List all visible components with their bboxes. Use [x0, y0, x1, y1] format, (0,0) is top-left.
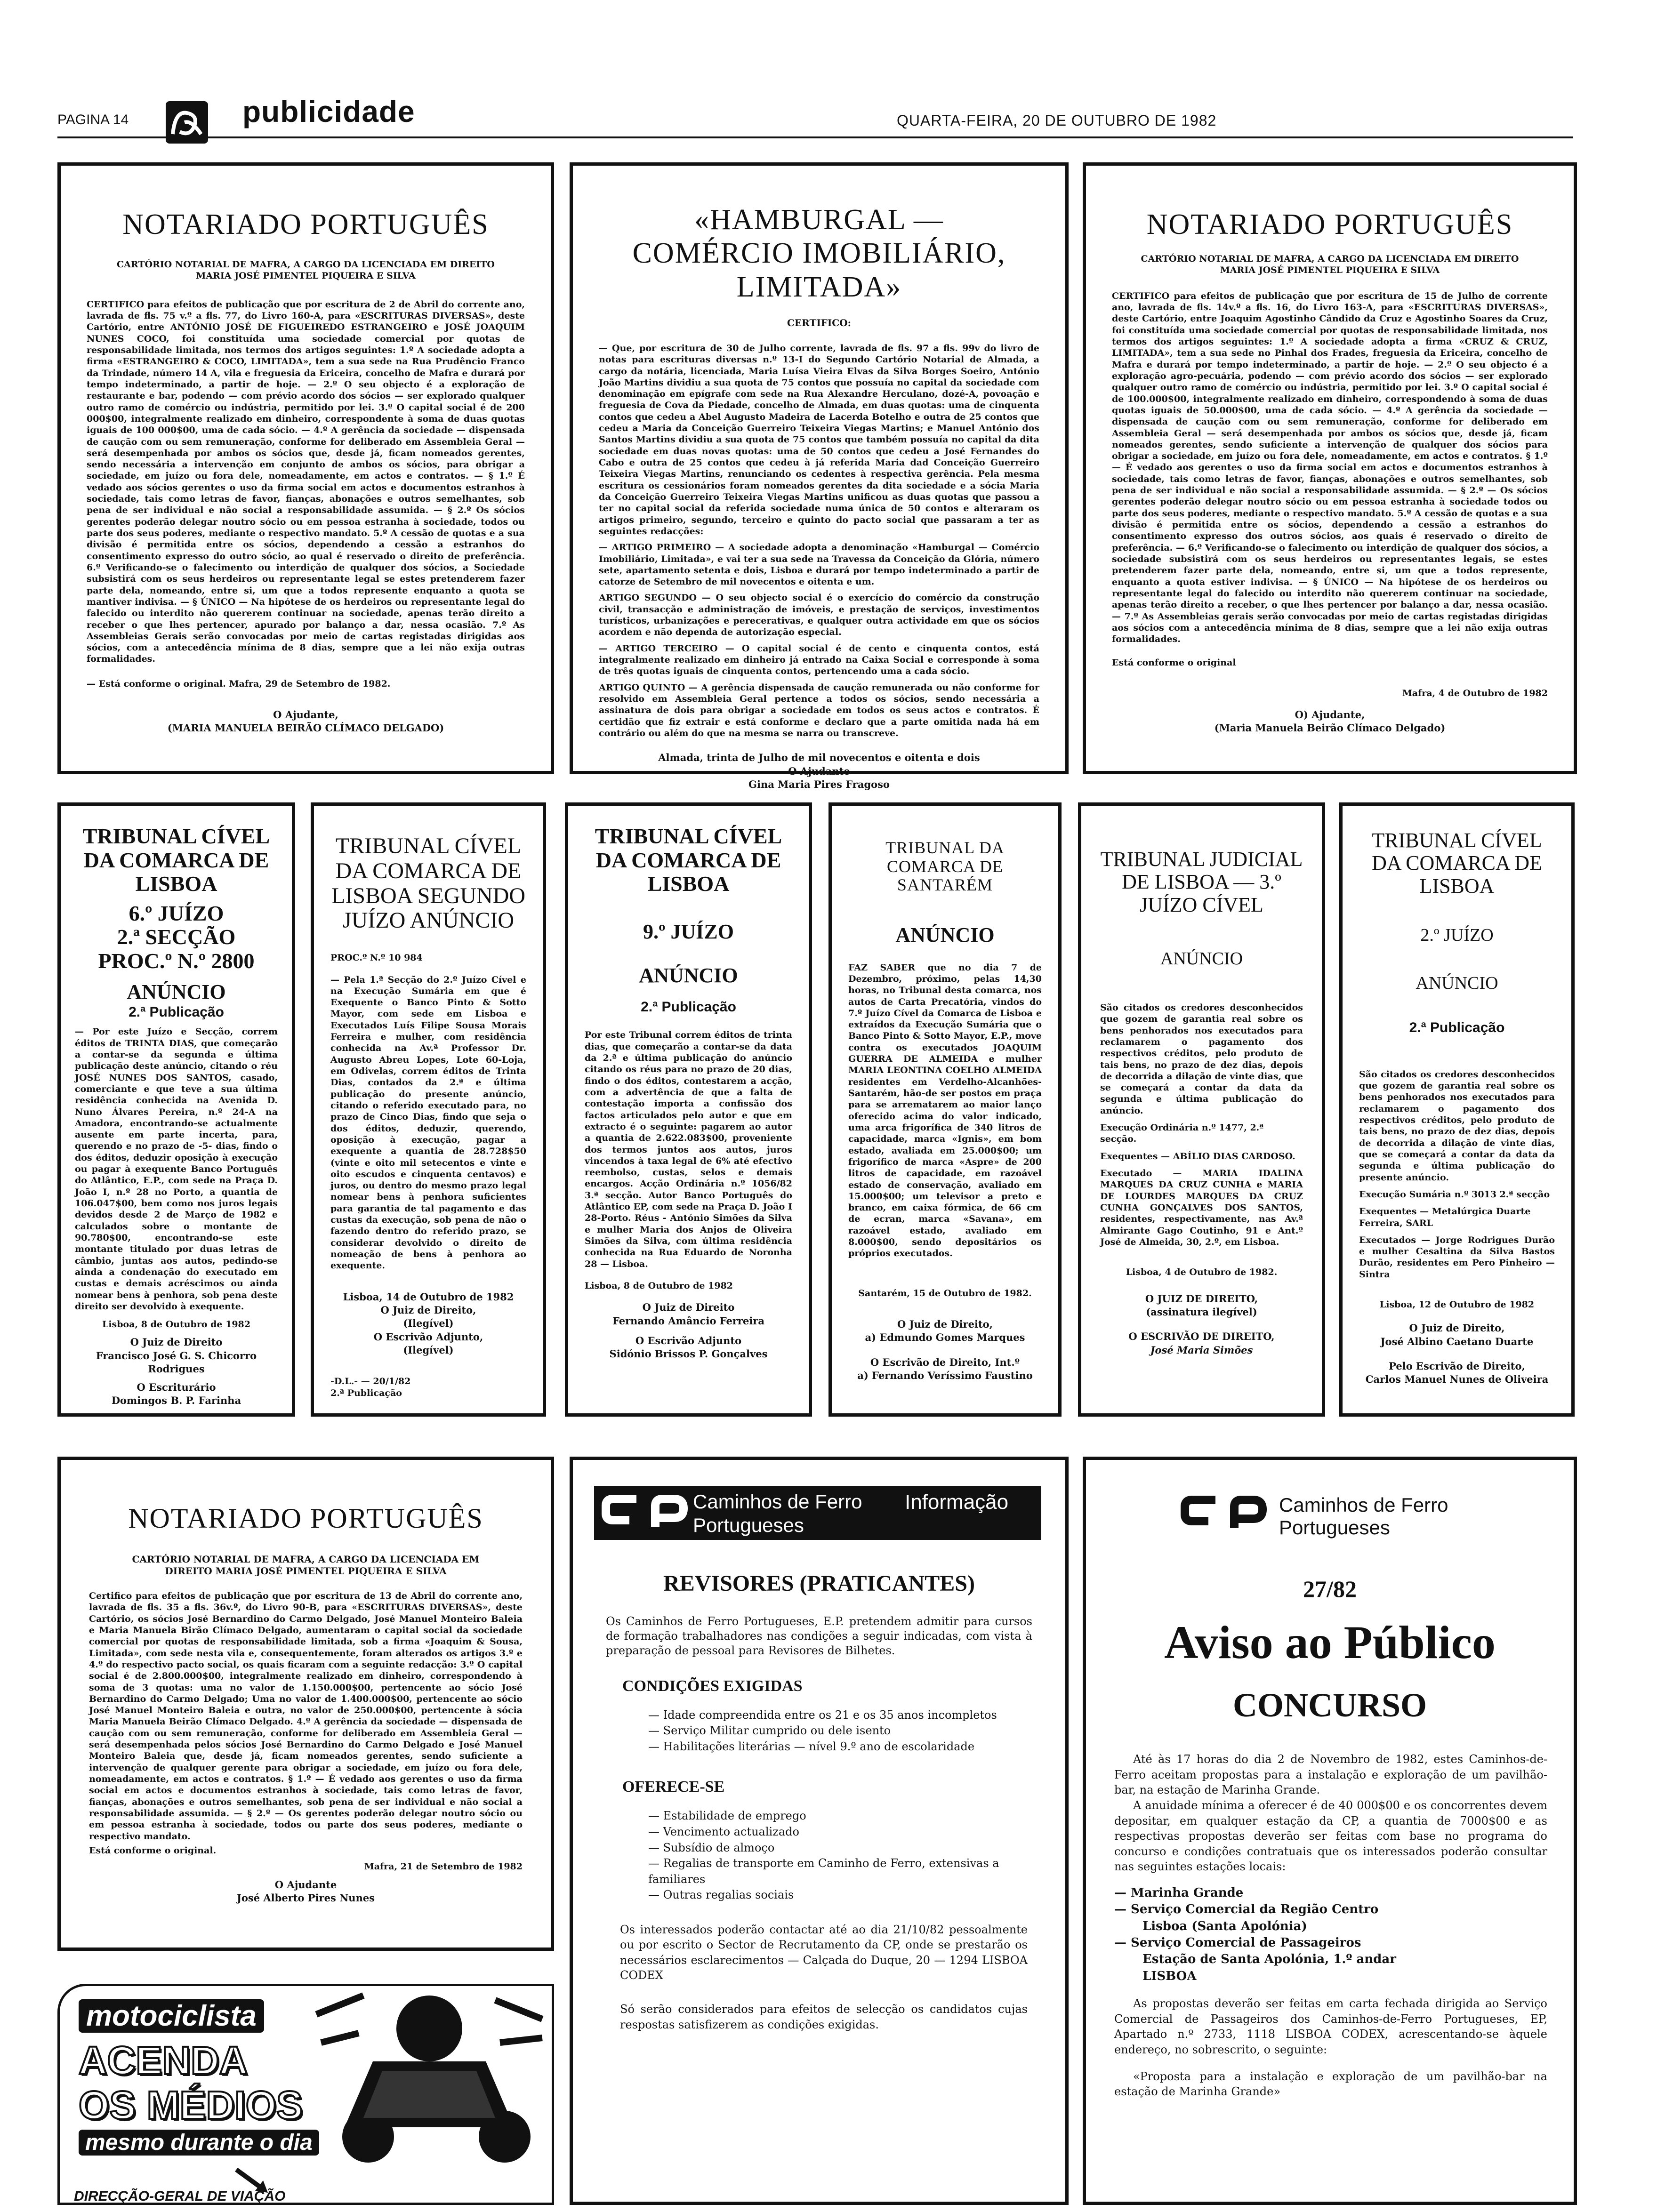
notice-judge-role: O Juiz de Direito, [897, 1318, 993, 1330]
notice-clerk-role: O Escrivão Adjunto, [373, 1330, 483, 1343]
hamburgal-ad [570, 162, 1069, 790]
cp-header-bar [594, 1486, 1041, 1540]
notice-publication: 2.ª Publicação [641, 999, 736, 1015]
banner-line-4: mesmo durante o dia [79, 2130, 319, 2156]
notice-judge-name: Fernando Amâncio Ferreira [612, 1314, 765, 1327]
conditions-list [648, 1707, 1046, 1755]
offer-item: — Vencimento actualizado [648, 1825, 799, 1838]
notice-proc: PROC.º N.º 2800 [98, 948, 255, 973]
road-safety-banner [57, 1984, 554, 2205]
notice-body: — Por este Juízo e Secção, correm éditos de TRINTA DIAS, que começarão a contar-se da segunda e última publicação deste anúncio, citando o réu JOSÉ NUNES DOS SANTOS, casado, comerciante e que teve a sua última residência conhecida na Avenida D. Nuno Álvares Pereira, n.º 24-A na Amadora, encontrando-se actualmente ausente em parte incerta, para, querendo e no prazo de -5- dias, findo o dos éditos, deduzir oposição à execução ou pagar à exequente Banco Português do Atlântico, E.P., com sede na Praça D. João I, n.º 28 no Porto, a quantia de 106.047$00, bem como nos juros legais devidos desde 2 de Março de 1982 e calculados sobre o montante de 90.780$00, encontrando-se este montante titulado por duas letras de câmbio, juntas aos autos, pedindo-se ainda a condenação do executado em custas e demais acréscimos ou ainda nomear bens à penhora, sob pena deste direito ser devolvido à exequente. [75, 1026, 278, 1312]
notice-p2: A anuidade mínima a oferecer é de 40 000$00 e os concorrentes devem depositar, em qualquer estação da CP, a quantia de 7000$00 e as respectivas propostas deverão ser feitas com base no programa do concurso e condições contratuais que os interessados poderão consultar nas seguintes estações locais: [1114, 1798, 1547, 1874]
ad-date: Mafra, 21 de Setembro de 1982 [364, 1861, 523, 1872]
notice-juizo: 6.º JUÍZO [129, 901, 224, 925]
court-notice-9-juizo [565, 802, 812, 1417]
notice-title: TRIBUNAL CÍVEL DA COMARCA DE LISBOA SEGUNDO JUÍZO ANÚNCIO [331, 834, 526, 933]
notice-clerk-role: O Escrivão Adjunto [635, 1334, 742, 1346]
notice-body: Por este Tribunal correm éditos de trinta dias, que começarão a contar-se da data da 2.ª e última publicação do anúncio citando os réus para no prazo de 20 dias, findo o dos éditos, contestarem a acção, com a advertência de que a falta de contestação importa a confissão dos factos articulados pelo autor e que em extracto é o seguinte: pagarem ao autor a quantia de 2.622.083$00, proveniente dos termos juntos aos autos, juros vincendos à taxa legal de 6% até efectivo reembolso, custas, selos e demais encargos. Acção Ordinária n.º 1056/82 3.ª secção. Autor Banco Português do Atlântico EP, com sede na Praça D. João I 28-Porto. Réus - António Simões da Silva e mulher Maria dos Anjos de Oliveira Simões da Silva, com última residência conhecida na Rua Eduardo de Noronha 28 — Lisboa. [585, 1030, 792, 1269]
notice-anuncio: ANÚNCIO [127, 980, 226, 1003]
notice-p3: As propostas deverão ser feitas em carta fechada dirigida ao Serviço Comercial de Passageiros dos Caminhos-de-Ferro Portugueses, EP, Apartado n.º 2733, 1118 LISBOA CODEX, acrescentando-se àquele endereço, no sobrescrito, o seguinte: [1114, 1997, 1547, 2057]
offer-item: — Outras regalias sociais [648, 1888, 794, 1902]
ad-place-date: Almada, trinta de Julho de mil novecentos e oitenta e dois [658, 752, 980, 764]
location-3-detail: Estação de Santa Apolónia, 1.º andar [1142, 1952, 1396, 1967]
notice-juizo: 2.º JUÍZO [1420, 925, 1494, 946]
banner-line-2: ACENDA [79, 2038, 248, 2083]
notice-judge-role: O JUIZ DE DIREITO, [1145, 1292, 1258, 1305]
notary-ad-estrangeiro-coco [57, 162, 554, 774]
notice-date: Lisboa, 14 de Outubro de 1982 [343, 1290, 514, 1303]
notice-judge-role: O Juiz de Direito, [1409, 1322, 1505, 1334]
notice-judge-role: O Juiz de Direito, [380, 1304, 476, 1316]
notice-exequentes: Exequentes — ABÍLIO DIAS CARDOSO. [1100, 1151, 1295, 1162]
notice-body: — Pela 1.ª Secção do 2.º Juízo Cível e na Execução Sumária em que é Exequente o Banco Pinto & Sotto Mayor, com sede em Lisboa e Executados Luís Filipe Sousa Morais Ferreira e mulher, com residência conhecida na Av.ª Professor Dr. Augusto Abreu Lopes, Lote 60-Loja, em Odivelas, correm éditos de Trinta Dias, contados da 2.ª e última publicação do presente anúncio, citando o referido executado para, no prazo de Cinco Dias, findo que seja o dos éditos, deduzir, querendo, oposição à execução, pagar a exequente a quantia de 28.728$50 (vinte e oito mil setecentos e vinte e oito escudos e cinquenta centavos) e juros, ou dentro do mesmo prazo legal nomear bens à penhora suficientes para garantia de tal pagamento e das custas da execução, sob pena de não o fazendo dentro do referido prazo, se considerar devolvido o direito de nomeação de bens à penhora ao exequente. [330, 974, 526, 1271]
notice-judge-name: a) Edmundo Gomes Marques [865, 1331, 1025, 1344]
ad-signature-name: José Alberto Pires Nunes [236, 1891, 375, 1904]
ad-body: Certifico para efeitos de publicação que por escritura de 13 de Abril do corrente ano, lavrada de fls. 35 a fls. 36v.º, do Livro 90-B, para «ESCRITURAS DIVERSAS», deste Cartório, os sócios José Bernardino do Carmo Delgado, José Manuel Monteiro Baleia e Maria Manuela Birão Clímaco Delgado, aumentaram o capital social da sociedade comercial por quotas de responsabilidade limitada, sob a firma «Joaquim & Sousa, Limitada», com sede nesta vila e, consequentemente, foram alterados os artigos 3.º e 4.º do respectivo pacto social, os quais ficaram com a seguinte redacção: 3.º O capital social é de 2.800.000$00, integralmente realizado em dinheiro, correspondendo à soma de 3 quotas: uma no valor de 1.150.000$00, pertencente ao sócio José Bernardino do Carmo Delgado; Uma no valor de 1.400.000$00, pertencente ao sócio José Manuel Monteiro Baleia e outra, no valor de 250.000$00, pertencente à sócia Maria Manuela Beirão Clímaco Delgado. 4.º A gerência da sociedade — dispensada de caução com ou sem remuneração, conforme for deliberado em Assembleia Geral — será desempenhada pelos sócios José Bernardino do Carmo Delgado e José Manuel Monteiro Baleia que, desde já, ficam nomeados gerentes, sendo suficiente a intervenção de qualquer gerente para obrigar a sociedade, em juízo ou fora dele, nomeadamente, em actos e contratos. § 1.º — É vedado aos gerentes o uso da firma social em actos e documentos estranhos à sociedade, tais como letras de favor, fianças, abonações e outros semelhantes, sob pena de ser individual e não social a responsabilidade assumida. — § 2.º — Os gerentes poderão delegar noutro sócio ou em pessoa estranha à sociedade, todos ou parte dos seus poderes, mediante o respectivo mandato. [89, 1591, 523, 1842]
ad-title: NOTARIADO PORTUGUÊS [122, 208, 489, 240]
notice-publication: 2.ª Publicação [129, 1004, 224, 1020]
cp-brand-line-2: Portugueses [693, 1514, 804, 1536]
notice-date: Lisboa, 4 de Outubro de 1982. [1126, 1267, 1278, 1278]
notice-judge-role: O Juiz de Direito [130, 1336, 223, 1348]
ad-signature-name: (Maria Manuela Beirão Clímaco Delgado) [1214, 722, 1446, 734]
notice-title: TRIBUNAL CÍVEL DA COMARCA DE LISBOA [595, 824, 782, 896]
notice-date: Lisboa, 12 de Outubro de 1982 [1379, 1299, 1535, 1310]
notice-title: Aviso ao Público [1164, 1616, 1496, 1668]
ad-title: REVISORES (PRATICANTES) [663, 1571, 975, 1596]
conditions-title: CONDIÇÕES EXIGIDAS [622, 1677, 803, 1695]
banner-line-1: motociclista [79, 1999, 264, 2033]
notice-judge-name: Francisco José G. S. Chicorro Rodrigues [96, 1349, 257, 1375]
ad-body: CERTIFICO para efeitos de publicação que por escritura de 2 de Abril do corrente ano, lavrada de fls. 75 v.º a fls. 77, do Livro 160-A, para «ESCRITURAS DIVERSAS», deste Cartório, entre ANTÓNIO JOSÉ DE FIGUEIREDO ESTRANGEIRO e JOSÉ JOAQUIM NUNES COCO, foi constituída uma sociedade comercial por quotas de responsabilidade limitada, nos termos dos artigos seguintes: 1.º A sociedade adopta a firma «ESTRANGEIRO & COCO, LIMITADA», tem a sua sede na Rua Prudêncio Franco da Trindade, número 14 A, vila e freguesia da Ericeira, concelho de Mafra e durará por tempo indeterminado, a partir de hoje. — 2.º O seu objecto é a exploração de restaurante e bar, podendo — com prévio acordo dos sócios — ser explorado qualquer outro ramo de comércio ou indústria, permitido por lei. 3.º O capital social é de 200 000$00, integralmente realizado em dinheiro, correspondente à soma de duas quotas iguais de 100 000$00, uma de cada sócio. — 4.º A gerência da sociedade — dispensada de caução com ou sem remuneração, conforme for deliberado em Assembleia Geral — será desempenhada por ambos os sócios que, desde já, ficam nomeados gerentes, sendo necessária a intervenção em conjunto de ambos os sócios, para obrigar a sociedade, em juízo ou fora dele, nomeadamente, em actos e contratos. — § 1.º É vedado aos sócios gerentes o uso da firma social em actos e documentos estranhos à sociedade, tais como letras de favor, fianças, abonações e outros semelhantes, sob pena de ser individual e não social a responsabilidade assumida. — § 2.º Os sócios gerentes poderão delegar noutro sócio ou em pessoa estranha à sociedade, todos ou parte dos seus poderes, mediante o respectivo mandato. 5.º A cessão de quotas e a sua divisão é permitida entre os sócios, dependendo a cessão a estranhos do consentimento expresso do outro sócio, ao qual é reservado o direito de preferência. 6.º Verificando-se o falecimento ou interdição de qualquer dos sócios, a Sociedade subsistirá com os seus herdeiros ou representante legal se estes pretenderem fazer parte dela, nomeando, entre si, um que a todos represente enquanto a quota se mantiver indivisa. — § ÚNICO — Na hipótese de os herdeiros ou representante legal do falecido ou interdito não quererem continuar na sociedade, apenas terão direito a receber o que lhes pertencer, apurado por balanço a dar, nessa ocasião. 7.º As Assembleias Gerais serão convocadas por meio de cartas registadas dirigidas aos sócios, com a antecedência mínima de 8 dias, sempre que a lei não exija outras formalidades. [87, 299, 525, 665]
notice-clerk-role: O Escrivão de Direito, Int.º [870, 1356, 1020, 1368]
banner-line-3: OS MÉDIOS [79, 2083, 303, 2127]
notice-judge-name: (Ilegível) [403, 1317, 454, 1330]
motorcycle-illustration-icon [307, 1986, 552, 2165]
notice-juizo: 9.º JUÍZO [643, 920, 734, 943]
notice-title: TRIBUNAL DA COMARCA DE SANTARÉM [885, 838, 1005, 895]
cp-brand-line-2: Portugueses [1279, 1516, 1390, 1539]
notice-p1: Até às 17 horas do dia 2 de Novembro de 1982, estes Caminhos-de-Ferro aceitam propostas para a instalação e exploração de um pavilhão-bar, na estação de Marinha Grande. [1114, 1753, 1547, 1797]
ad-subtitle: CARTÓRIO NOTARIAL DE MAFRA, A CARGO DA LICENCIADA EM DIREITO MARIA JOSÉ PIMENTEL PIQUEIRA E SILVA [117, 259, 495, 281]
notice-clerk-name: Carlos Manuel Nunes de Oliveira [1365, 1373, 1549, 1386]
ad-subtitle: CARTÓRIO NOTARIAL DE MAFRA, A CARGO DA LICENCIADA EM DIREITO MARIA JOSÉ PIMENTEL PIQUEIRA E SILVA [1141, 254, 1519, 276]
ad-signature-role: O Ajudante, [273, 709, 338, 721]
notice-exequentes: Exequentes — Metalúrgica Duarte Ferreira, SARL [1359, 1206, 1531, 1228]
notice-clerk-name: a) Fernando Veríssimo Faustino [857, 1370, 1033, 1382]
cp-public-notice-ad [1083, 1457, 1577, 2205]
notary-ad-joaquim-sousa [57, 1457, 554, 1951]
ad-title: «HAMBURGAL — COMÉRCIO IMOBILIÁRIO, LIMITADA» [632, 204, 1006, 303]
notice-body: São citados os credores desconhecidos que gozem de garantia real sobre os bens penhorados nos executados para reclamarem o pagamento dos respectivos créditos, pelo produto de tais bens, no prazo de dez dias, depois de decorrida a dilação de vinte dias, que se começará a contar da data da segunda e última publicação do presente anúncio. [1359, 1069, 1555, 1183]
notice-date: Santarém, 15 de Outubro de 1982. [858, 1288, 1032, 1298]
header-rule [57, 136, 1573, 138]
issue-date: QUARTA-FEIRA, 20 DE OUTUBRO DE 1982 [897, 112, 1217, 129]
offer-title: OFERECE-SE [622, 1778, 725, 1796]
offer-item: — Estabilidade de emprego [648, 1809, 806, 1823]
location-1: — Marinha Grande [1114, 1886, 1244, 1900]
notice-anuncio: ANÚNCIO [1160, 949, 1243, 969]
ad-signature-name: (MARIA MANUELA BEIRÃO CLÍMACO DELGADO) [167, 722, 444, 734]
ad-article-3: — ARTIGO TERCEIRO — O capital social é de cento e cinquenta contos, está integralmente realizado em dinheiro já entrado na Caixa Social e corresponde à soma de três quotas iguais de cinquenta contos, pertencendo uma a cada sócio. [599, 643, 1039, 677]
ad-note: Só serão considerados para efeitos de selecção os candidatos cujas respostas satisfizerem as condições exigidas. [620, 2003, 1028, 2031]
court-notice-judicial-lisboa [1078, 802, 1325, 1417]
ad-signature-name: Gina Maria Pires Fragoso [748, 778, 890, 790]
ad-signature-role: O Ajudante [788, 765, 850, 777]
notice-p4: «Proposta para a instalação e exploração de um pavilhão-bar na estação de Marinha Grande» [1114, 2069, 1547, 2099]
ad-article-1: — ARTIGO PRIMEIRO — A sociedade adopta a denominação «Hamburgal — Comércio Imobiliário, Limitada», e vai ter a sua sede na Travessa da Conceição da Glória, número sete, apartamento setenta e dois, Lisboa e durará por tempo indeterminado a partir de catorze de Setembro de mil novecentos e oitenta e um. [599, 542, 1039, 587]
notice-date: Lisboa, 8 de Outubro de 1982 [102, 1319, 250, 1330]
ad-body: — Que, por escritura de 30 de Julho corrente, lavrada de fls. 97 a fls. 99v do livro de notas para escrituras diversas n.º 13-I do Segundo Cartório Notarial de Almada, a cargo da notária, licenciada, Maria Luísa Vieira Elvas da Silva Borges Soeiro, António João Martins dividiu a sua quota de 75 contos que possuía no capital da sociedade com denominação em epígrafe com sede na Rua Alexandre Herculano, dozé-A, povoação e freguesia de Cova da Piedade, concelho de Almada, em duas quotas: uma de cinquenta contos que cedeu a Abel Augusto Madeira de Lacerda Botelho e outra de 25 contos que cedeu a Maria da Conceição Guerreiro Teixeira Viegas Martins; e Manuel António dos Santos Martins dividiu a sua quota de 75 contos que também possuía no capital da dita sociedade em duas novas quotas: uma de 50 contos que cedeu a José Fernandes do Cabo e outra de 25 contos que cedeu à já referida Maria dad Conceição Guerreiro Teixeira Viegas Martins, renunciando os cedentes à respectiva gerência. Pela mesma escritura os cessionários foram nomeados gerentes da dita sociedade e a sócia Maria da Conceição Guerreiro Teixeira Viegas Martins unificou as duas quotas que passou a ter no capital social da referida sociedade numa única de 50 contos e alteraram os artigos primeiro, segundo, terceiro e quinto do pacto social que passaram a ter as seguintes redacções: [599, 343, 1039, 537]
ad-closing: — Está conforme o original. Mafra, 29 de Setembro de 1982. [87, 678, 391, 689]
notice-body: FAZ SABER que no dia 7 de Dezembro, próximo, pelas 14,30 horas, no Tribunal desta comarca, nos autos de Carta Precatória, vindos do 7.º Juízo Cível da Comarca de Lisboa e extraídos da Execução Sumária que o Banco Pinto & Sotto Mayor, E.P., move contra os executados JOAQUIM GUERRA DE ALMEIDA e mulher MARIA LEONTINA COELHO ALMEIDA residentes em Verdelho-Alcanhões-Santarém, hão-de ser postos em praça para se arrematarem ao maior lanço oferecido acima do valor indicado, uma arca frigorífica de 340 litros de capacidade, marca «Ignis», em bom estado, avaliada em 25.000$00; um frigorífico de marca «Aspre» de 200 litros de capacidade, em razoável estado de conservação, avaliado em 15.000$00; um televisor a preto e branco, em caixa fórmica, de 66 cm de ecran, marca «Savana», em razoável estado, avaliado em 8.000$00, sendo depositários os próprios executados. [848, 962, 1042, 1259]
notice-clerk-role: O ESCRIVÃO DE DIREITO, [1128, 1330, 1275, 1343]
notice-title: TRIBUNAL JUDICIAL DE LISBOA — 3.º JUÍZO CÍVEL [1100, 848, 1303, 916]
ad-article-2: ARTIGO SEGUNDO — O seu objecto social é o exercício do comércio da construção civil, transacção e administração de imóveis, e prestação de serviços, investimentos turísticos, urbanizações e perecerativas, e qualquer outra actividade em que os sócios acordem e não dependa de autorização especial. [599, 593, 1039, 638]
ad-title: NOTARIADO PORTUGUÊS [128, 1503, 483, 1534]
ad-article-5: ARTIGO QUINTO — A gerência dispensada de caução remunerada ou não conforme for resolvido em Assembleia Geral pertence a todos os sócios, sendo necessária a assinatura de dois para obrigar a sociedade em todos os seus actos e contratos. É certidão que fiz extrair e está conforme e declaro que a parte omitida nada há em contrário ou além do que na mesma se narra ou transcreve. [599, 682, 1039, 738]
notice-anuncio: ANÚNCIO [639, 963, 738, 987]
notice-body: São citados os credores desconhecidos que gozem de garantia real sobre os bens penhorados nos executados para reclamarem o pagamento dos respectivos créditos, pelo produto de tais bens, no prazo de dez dias, depois de decorrida a dilação de vinte dias, que se começará a contar da data da segunda e última publicação do anúncio. [1100, 1002, 1303, 1116]
ad-signature-role: O) Ajudante, [1295, 709, 1365, 721]
notice-executados: Executados — Jorge Rodrigues Durão e mulher Cesaltina da Silva Bastos Durão, residentes em Pero Pinheiro — Sintra [1359, 1234, 1555, 1280]
cp-recruitment-ad [570, 1457, 1069, 2205]
court-notice-6-juizo [57, 802, 295, 1417]
ad-contact: Os interessados poderão contactar até ao dia 21/10/82 pessoalmente ou por escrito o Sector de Recrutamento da CP, onde se prestarão os necessários esclarecimentos — Calçada do Duque, 20 — 1294 LISBOA CODEX [620, 1923, 1028, 1982]
notice-clerk-name: José Maria Simões [1150, 1344, 1253, 1356]
cp-logo-icon [603, 1494, 688, 1534]
ad-certifico: CERTIFICO: [787, 317, 851, 329]
notice-judge-name: José Albino Caetano Duarte [1380, 1335, 1534, 1347]
ad-subtitle: CARTÓRIO NOTARIAL DE MAFRA, A CARGO DA LICENCIADA EM DIREITO MARIA JOSÉ PIMENTEL PIQUEIRA E SILVA [132, 1554, 480, 1577]
notice-clerk-name: Sidónio Brissos P. Gonçalves [609, 1348, 768, 1360]
notice-anuncio: ANÚNCIO [1416, 973, 1498, 993]
location-3: — Serviço Comercial de Passageiros [1114, 1936, 1361, 1950]
location-2-detail: Lisboa (Santa Apolónia) [1142, 1919, 1307, 1933]
notice-ref-pub: 2.ª Publicação [330, 1387, 402, 1398]
court-notice-santarem [828, 802, 1062, 1417]
cp-logo-icon [1182, 1495, 1267, 1535]
notice-clerk-role: Pelo Escrivão de Direito, [1389, 1360, 1525, 1372]
offer-item: — Subsídio de almoço [648, 1841, 775, 1854]
ad-title: NOTARIADO PORTUGUÊS [1146, 208, 1513, 240]
section-title: publicidade [242, 95, 415, 128]
notice-executados: Executado — MARIA IDALINA MARQUES DA CRUZ CUNHA e MARIA DE LOURDES MARQUES DA CRUZ CUNHA GONÇALVES DOS SANTOS, residentes, respectivamente, nas Av.ª Almirante Gago Coutinho, 91 e Ant.º José de Almeida, 30, 2.º, em Lisboa. [1100, 1168, 1303, 1247]
ad-intro: Os Caminhos de Ferro Portugueses, E.P. pretendem admitir para cursos de formação trabalhadores nas condições a seguir indicadas, com vista à preparação de pessoal para Revisores de Bilhetes. [606, 1615, 1032, 1658]
ad-signature-role: O Ajudante [274, 1878, 337, 1891]
notice-publication: 2.ª Publicação [1409, 1019, 1505, 1035]
location-2: — Serviço Comercial da Região Centro [1114, 1902, 1379, 1917]
notice-judge-role: O Juiz de Direito [642, 1301, 735, 1314]
notice-ref: -D.L.- — 20/1/82 [330, 1376, 411, 1387]
notice-date: Lisboa, 8 de Outubro de 1982 [585, 1280, 733, 1291]
location-3-city: LISBOA [1142, 1969, 1197, 1983]
notice-title: TRIBUNAL CÍVEL DA COMARCA DE LISBOA [82, 824, 270, 896]
notice-number: 27/82 [1303, 1576, 1357, 1602]
ad-closing: Está conforme o original [1112, 657, 1236, 668]
notice-clerk-role: O Escriturário [137, 1381, 216, 1393]
cp-info-label: Informação [905, 1491, 1009, 1514]
notice-exec: Execução Ordinária n.º 1477, 2.ª secção. [1100, 1122, 1264, 1145]
ad-body: CERTIFICO para efeitos de publicação que por escritura de 15 de Julho de corrente ano, lavrada de fls. 14v.º a fls. 16, do Livro 163-A, para «ESCRITURAS DIVERSAS», deste Cartório, entre Joaquim Agostinho Cândido da Cruz e Agostinho Soares da Cruz, foi constituída uma sociedade comercial por quotas de responsabilidade limitada, nos termos dos artigos seguintes: 1.º A sociedade adopta a firma «CRUZ & CRUZ, LIMITADA», tem a sua sede no Pinhal dos Frades, freguesia da Ericeira, concelho de Mafra e durará por tempo indeterminado, a partir de hoje. — 2.º O seu objecto é a exploração agro-pecuária, podendo — com prévio acordo dos sócios — ser explorado qualquer outro ramo de comércio ou indústria, permitido por lei. 3.º O capital social é de 100.000$00, integralmente realizado em dinheiro, correspondendo à soma de duas quotas iguais de 50.000$00, uma de cada sócio. — 4.º A gerência da sociedade — dispensada de caução com ou sem remuneração, conforme for deliberado em Assembleia Geral — será desempenhada por ambos os sócios que, desde já, ficam nomeados gerentes, sendo suficiente a intervenção de qualquer dos sócios para obrigar a sociedade, em juízo ou fora dele, nomeadamente, em actos e contratos. § 1.º — É vedado aos gerentes o uso da firma social em actos e documentos estranhos à sociedade, tais como letras de favor, fianças, abonações e outros semelhantes, sob pena de ser individual e não social a responsabilidade assumida. — § 2.º — Os sócios gerentes poderão delegar noutro sócio ou em pessoa estranha à sociedade todos ou parte dos seus poderes, mediante o respectivo mandato. 5.º A cessão de quotas e a sua divisão é permitida entre os sócios, dependendo a cessão a estranhos do consentimento expresso dos outros sócios, aos quais é reservado o direito de preferência. — 6.º Verificando-se o falecimento ou interdição de qualquer dos sócios, a sociedade subsistirá com os seus herdeiros ou representantes legais, se estes pretenderem fazer parte dela, nomeando, entre si, um que a todos represente, enquanto a quota estiver indivisa. — § ÚNICO — Na hipótese de os herdeiros ou representante legal do falecido ou interdito não quererem continuar na sociedade, apenas terão direito a receber, o que lhes pertencer por balanço a dar, nessa ocasião. — 7.º As Assembleias gerais serão convocadas por meio de cartas registadas dirigidas aos sócios com a antecedência mínima de 8 dias, sempre que a lei não exija outras formalidades. [1112, 290, 1548, 645]
cp-brand-line-1: Caminhos de Ferro [1279, 1494, 1448, 1516]
ad-closing: Está conforme o original. [89, 1845, 217, 1856]
notice-judge-name: (assinatura ilegível) [1146, 1306, 1257, 1318]
ad-date: Mafra, 4 de Outubro de 1982 [1402, 688, 1548, 698]
page-number: PAGINA 14 [57, 112, 129, 128]
notary-ad-cruz-cruz [1083, 162, 1577, 774]
court-notice-segundo-juizo [311, 802, 546, 1417]
cp-brand-line-1: Caminhos de Ferro [693, 1491, 862, 1513]
condition-item: — Serviço Militar cumprido ou dele isento [648, 1724, 891, 1738]
notice-title: TRIBUNAL CÍVEL DA COMARCA DE LISBOA [1372, 829, 1542, 898]
condition-item: — Idade compreendida entre os 21 e os 35 anos incompletos [648, 1708, 997, 1722]
notice-clerk-name: (Ilegível) [403, 1344, 454, 1356]
court-notice-2-juizo [1339, 802, 1575, 1417]
notice-subtitle: CONCURSO [1232, 1686, 1427, 1724]
notice-clerk-name: Domingos B. P. Farinha [111, 1394, 241, 1406]
offer-list [648, 1808, 1018, 1903]
offer-item: — Regalias de transporte em Caminho de Ferro, extensivas a familiares [648, 1857, 999, 1886]
notice-proc: PROC.º N.º 10 984 [330, 953, 423, 963]
condition-item: — Habilitações literárias — nível 9.º ano de escolaridade [648, 1739, 975, 1753]
notice-exec: Execução Sumária n.º 3013 2.ª secção [1359, 1189, 1550, 1200]
notice-anuncio: ANÚNCIO [895, 923, 995, 946]
banner-footer: DIRECÇÃO-GERAL DE VIAÇÃO [74, 2188, 286, 2204]
notice-seccao: 2.ª SECÇÃO [117, 925, 236, 949]
